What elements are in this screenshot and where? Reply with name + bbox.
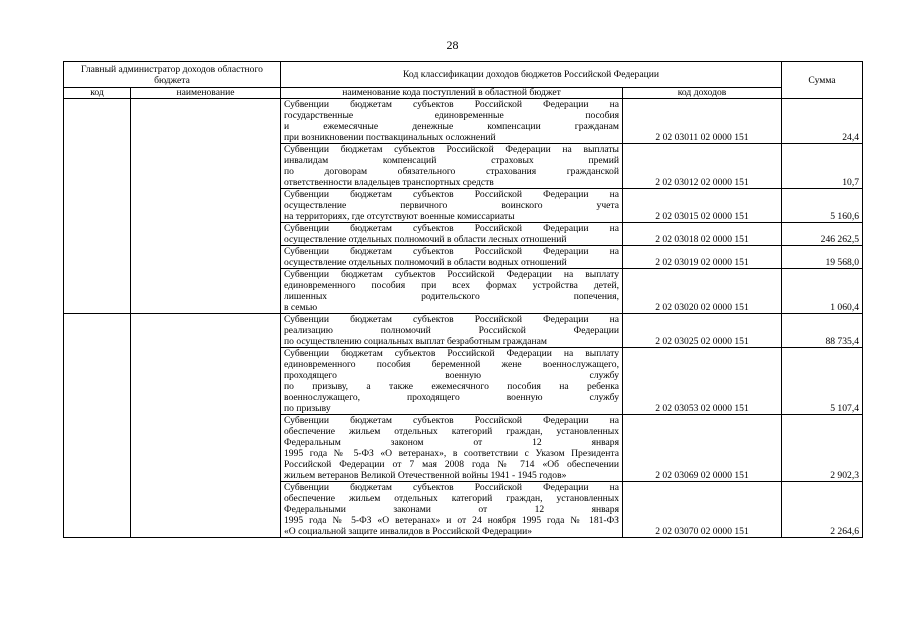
income-name-line: Субвенции бюджетам субъектов Российской Федерации на: [284, 415, 619, 426]
income-name-line: жильем ветеранов Великой Отечественной войны 1941 - 1945 годов»: [284, 470, 567, 481]
table-row: [64, 99, 863, 144]
income-code-cell: 2 02 03070 02 0000 151: [623, 482, 782, 538]
income-name-line: единовременного пособия при всех формах устройства детей,: [284, 280, 619, 291]
income-name-line: «О социальной защите инвалидов в Российской Федерации»: [284, 526, 533, 537]
admin-code-cell: [64, 99, 131, 314]
header-sum: Сумма: [782, 62, 863, 99]
income-name-line: осуществление отдельных полномочий в области лесных отношений: [284, 234, 567, 245]
header-code: код: [64, 88, 131, 99]
admin-code-cell: [64, 314, 131, 538]
income-code-cell: 2 02 03020 02 0000 151: [623, 269, 782, 314]
header-classification: Код классификации доходов бюджетов Российской Федерации: [281, 62, 782, 88]
income-name-line: реализацию полномочий Российской Федерации: [284, 325, 619, 336]
income-name-line: при возникновении поствакцинальных осложнений: [284, 132, 496, 143]
income-name-line: военнослужащего, проходящего военную службу: [284, 392, 619, 403]
income-name-line: Федеральными законами от 12 января: [284, 504, 619, 515]
income-name-cell: [281, 482, 623, 538]
header-income-code: код доходов: [623, 88, 782, 99]
income-name-cell: [281, 223, 623, 246]
income-name-line: государственные единовременные пособия: [284, 110, 619, 121]
income-name-line: проходящего военную службу: [284, 370, 619, 381]
sum-cell: 246 262,5: [782, 223, 863, 246]
sum-cell: 24,4: [782, 99, 863, 144]
header-admin-group: Главный администратор доходов областного бюджета: [64, 62, 281, 88]
income-name-line: Российской Федерации от 7 мая 2008 года № 714 «Об обеспечении: [284, 459, 619, 470]
income-name-line: ответственности владельцев транспортных средств: [284, 177, 494, 188]
income-name-line: Субвенции бюджетам субъектов Российской Федерации на выплату: [284, 348, 619, 359]
table-row: [64, 314, 863, 348]
income-name-line: Федеральным законом от 12 января: [284, 437, 619, 448]
income-name-line: Субвенции бюджетам субъектов Российской Федерации на: [284, 246, 619, 257]
income-name-line: 1995 года № 5-ФЗ «О ветеранах», в соответствии с Указом Президента: [284, 448, 619, 459]
income-name-line: осуществление отдельных полномочий в области водных отношений: [284, 257, 567, 268]
income-name-cell: [281, 314, 623, 348]
income-name-line: Субвенции бюджетам субъектов Российской Федерации на: [284, 482, 619, 493]
sum-cell: 1 060,4: [782, 269, 863, 314]
income-code-cell: 2 02 03011 02 0000 151: [623, 99, 782, 144]
income-name-line: 1995 года № 5-ФЗ «О ветеранах» и от 24 ноября 1995 года № 181-ФЗ: [284, 515, 619, 526]
sum-cell: 2 902,3: [782, 415, 863, 482]
income-code-cell: 2 02 03018 02 0000 151: [623, 223, 782, 246]
income-code-cell: 2 02 03025 02 0000 151: [623, 314, 782, 348]
sum-cell: 5 160,6: [782, 189, 863, 223]
income-name-line: обеспечение жильем отдельных категорий граждан, установленных: [284, 493, 619, 504]
table-body: [64, 99, 863, 538]
income-code-cell: 2 02 03019 02 0000 151: [623, 246, 782, 269]
income-name-cell: [281, 99, 623, 144]
income-name-line: и ежемесячные денежные компенсации гражданам: [284, 121, 619, 132]
income-name-line: на территориях, где отсутствуют военные комиссариаты: [284, 211, 515, 222]
header-name: наименование: [131, 88, 281, 99]
sum-cell: 2 264,6: [782, 482, 863, 538]
income-name-line: по договорам обязательного страхования гражданской: [284, 166, 619, 177]
income-name-cell: [281, 415, 623, 482]
income-name-line: Субвенции бюджетам субъектов Российской Федерации на выплату: [284, 269, 619, 280]
income-code-cell: 2 02 03015 02 0000 151: [623, 189, 782, 223]
income-name-cell: [281, 189, 623, 223]
income-name-line: Субвенции бюджетам субъектов Российской Федерации на: [284, 99, 619, 110]
income-code-cell: 2 02 03053 02 0000 151: [623, 348, 782, 415]
income-name-line: по осуществлению социальных выплат безработным гражданам: [284, 336, 548, 347]
income-name-line: Субвенции бюджетам субъектов Российской Федерации на: [284, 314, 619, 325]
income-name-line: по призыву: [284, 403, 331, 414]
income-name-line: в семью: [284, 302, 318, 313]
income-name-cell: [281, 348, 623, 415]
income-name-line: обеспечение жильем отдельных категорий граждан, установленных: [284, 426, 619, 437]
header-row-1: [64, 62, 863, 88]
sum-cell: 10,7: [782, 144, 863, 189]
header-row-2: [64, 88, 863, 99]
header-income-name: наименование кода поступлений в областной бюджет: [281, 88, 623, 99]
income-table: [63, 61, 863, 538]
income-name-cell: [281, 269, 623, 314]
income-name-cell: [281, 144, 623, 189]
income-name-line: Субвенции бюджетам субъектов Российской Федерации на выплаты: [284, 144, 619, 155]
income-name-line: Субвенции бюджетам субъектов Российской Федерации на: [284, 223, 619, 234]
income-code-cell: 2 02 03069 02 0000 151: [623, 415, 782, 482]
income-name-line: осуществление первичного воинского учета: [284, 200, 619, 211]
sum-cell: 5 107,4: [782, 348, 863, 415]
admin-name-cell: [131, 99, 281, 314]
income-code-cell: 2 02 03012 02 0000 151: [623, 144, 782, 189]
income-name-line: Субвенции бюджетам субъектов Российской Федерации на: [284, 189, 619, 200]
income-name-line: лишенных родительского попечения,: [284, 291, 619, 302]
sum-cell: 19 568,0: [782, 246, 863, 269]
income-name-cell: [281, 246, 623, 269]
income-name-line: единовременного пособия беременной жене военнослужащего,: [284, 359, 619, 370]
admin-name-cell: [131, 314, 281, 538]
page-number: 28: [446, 38, 459, 52]
sum-cell: 88 735,4: [782, 314, 863, 348]
income-name-line: инвалидам компенсаций страховых премий: [284, 155, 619, 166]
income-name-line: по призыву, а также ежемесячного пособия на ребенка: [284, 381, 619, 392]
